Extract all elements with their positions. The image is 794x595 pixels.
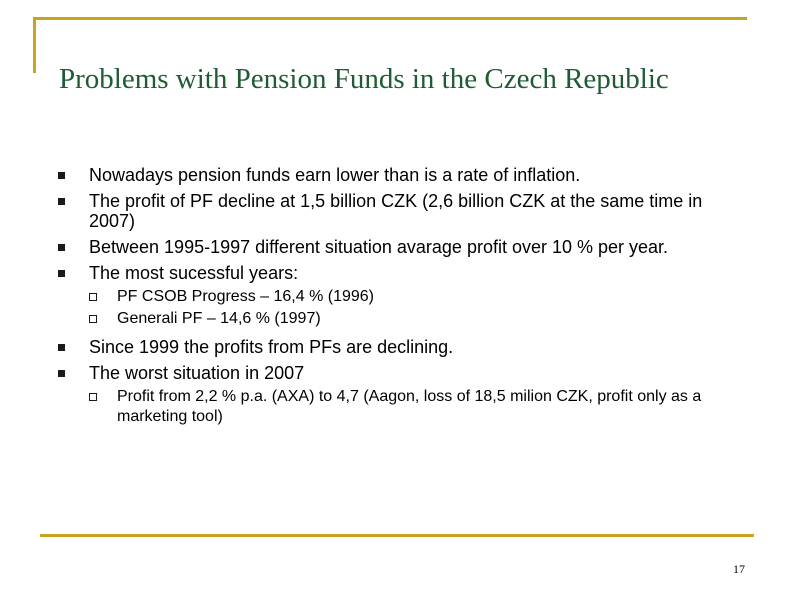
sub-bullet-text: Generali PF – 14,6 % (1997) xyxy=(117,310,321,327)
bullet-list xyxy=(57,165,747,435)
sub-bullet-list xyxy=(89,287,747,329)
bullet-item xyxy=(57,237,747,257)
square-bullet-icon xyxy=(58,344,65,351)
bullet-text: The most sucessful years: xyxy=(89,263,299,283)
square-bullet-icon xyxy=(58,370,65,377)
sub-bullet-item xyxy=(89,387,747,427)
sub-bullet-item xyxy=(89,309,747,329)
frame-left-line xyxy=(33,17,36,73)
bullet-text: Nowadays pension funds earn lower than is a rate of inflation. xyxy=(89,165,581,185)
hollow-square-bullet-icon xyxy=(89,315,97,323)
square-bullet-icon xyxy=(58,198,65,205)
bullet-item xyxy=(57,191,747,231)
bullet-text: The profit of PF decline at 1,5 billion CZK (2,6 billion CZK at the same time in 2007) xyxy=(89,191,703,231)
sub-bullet-list xyxy=(89,387,747,427)
page-number: 17 xyxy=(733,562,745,576)
slide-title: Problems with Pension Funds in the Czech Republic xyxy=(59,63,669,95)
hollow-square-bullet-icon xyxy=(89,393,97,401)
frame-top-line xyxy=(33,17,747,20)
bullet-text: The worst situation in 2007 xyxy=(89,363,305,383)
sub-bullet-text: Profit from 2,2 % p.a. (AXA) to 4,7 (Aagon, loss of 18,5 milion CZK, profit only as a marketing tool) xyxy=(117,388,702,425)
square-bullet-icon xyxy=(58,270,65,277)
bullet-item xyxy=(57,363,747,427)
bullet-text: Between 1995-1997 different situation avarage profit over 10 % per year. xyxy=(89,237,669,257)
bullet-text: Since 1999 the profits from PFs are declining. xyxy=(89,337,454,357)
square-bullet-icon xyxy=(58,244,65,251)
sub-bullet-item xyxy=(89,287,747,307)
bullet-item xyxy=(57,263,747,329)
square-bullet-icon xyxy=(58,172,65,179)
frame-bottom-line xyxy=(40,534,754,537)
hollow-square-bullet-icon xyxy=(89,293,97,301)
sub-bullet-text: PF CSOB Progress – 16,4 % (1996) xyxy=(117,288,374,305)
bullet-item xyxy=(57,165,747,185)
bullet-item xyxy=(57,337,747,357)
